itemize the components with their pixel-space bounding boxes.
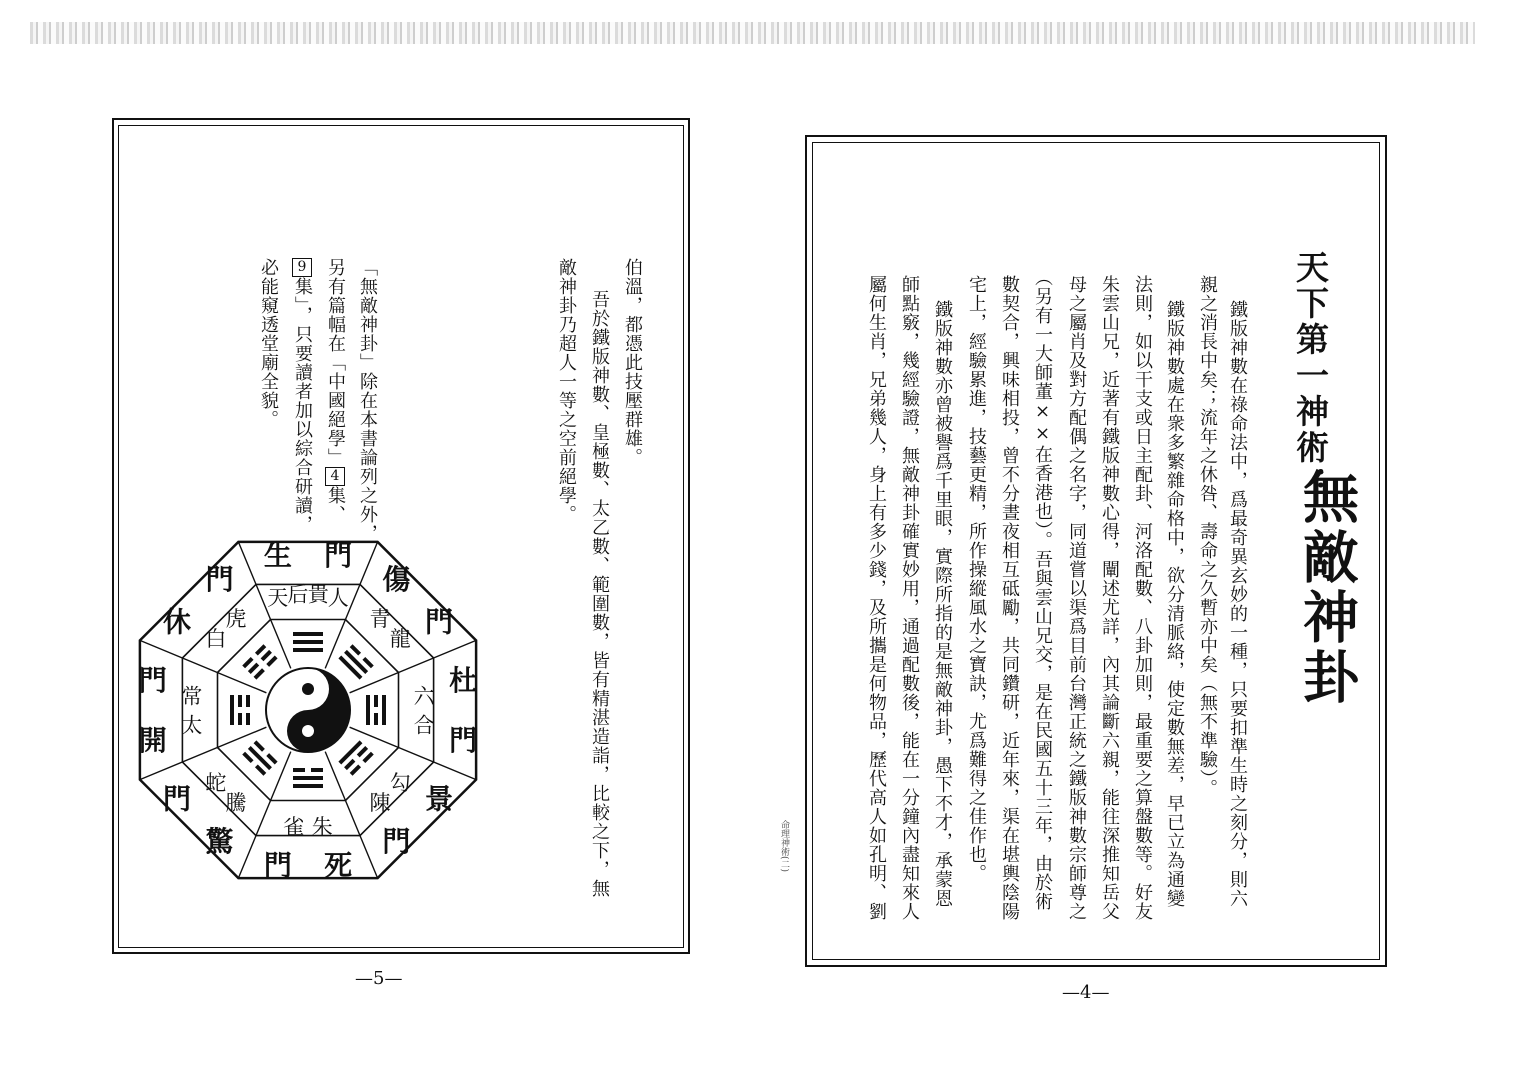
title-main: 無敵神卦 [1294, 468, 1360, 708]
trigram-icon [242, 644, 277, 679]
star-label: 人 [327, 586, 349, 610]
star-label: 騰 [225, 791, 247, 816]
star-label: 合 [413, 713, 435, 738]
star-label: 雀 [283, 815, 305, 840]
star-label: 天 [267, 586, 289, 610]
trigram-icon [338, 740, 373, 775]
star-label: 虎 [225, 606, 247, 631]
gate-label: 門 [449, 724, 478, 758]
trigram-icon [293, 632, 323, 652]
gate-label: 驚 [205, 825, 234, 858]
text-column: 宅上，經驗累進，技藝更精，所作操縱風水之寶訣，尤爲難得之佳作也。 [966, 275, 987, 883]
star-label: 貴 [307, 582, 329, 607]
text-column: 敵神卦乃超人一等之空前絕學。 [556, 258, 577, 524]
boxed-number: 4 [327, 468, 343, 485]
gate-label: 門 [205, 563, 234, 596]
text-column: 屬何生肖，兄弟幾人，身上有多少錢，及所攜是何物品，歷代高人如孔明、劉 [866, 275, 887, 921]
gate-label: 開 [138, 724, 167, 758]
margin-note: 命理神術(二) [779, 820, 789, 873]
note-column: 另有篇幅在「中國絕學」4集、 [325, 258, 346, 524]
text-column: 鐵版神數在祿命法中，爲最奇異玄妙的一種，只要扣準生時之刻分，則六 [1227, 300, 1248, 908]
star-label: 六 [413, 684, 435, 709]
gate-label: 生 [263, 538, 292, 572]
bagua-diagram [130, 510, 510, 900]
text-column: 鐵版神數處在衆多繁雜命格中，欲分清脈絡，使定數無差，早已立為通變 [1164, 300, 1185, 908]
star-label: 太 [181, 713, 203, 738]
star-label: 常 [181, 684, 203, 709]
trigram-icon [293, 768, 323, 788]
text-column: 朱雲山兄，近著有鐵版神數心得，闡述尤詳，內其論斷六親，能往深推知岳父 [1099, 275, 1120, 921]
gate-label: 傷 [382, 563, 411, 596]
text-column: 伯溫，都憑此技壓群雄。 [622, 258, 643, 467]
star-label: 白 [205, 627, 227, 651]
text-column: 吾於鐵版神數、皇極數、太乙數、範圍數，皆有精湛造詣，比較之下，無 [589, 290, 610, 898]
star-label: 勾 [389, 771, 411, 795]
gate-label: 門 [263, 849, 292, 883]
title-prefix: 天下第一神術： [1291, 250, 1330, 502]
scan-top-band [30, 22, 1475, 44]
gate-label: 門 [424, 605, 454, 639]
yin-yang-dot [302, 725, 314, 737]
text-column: （另有一大師董××在香港也）。吾與雲山兄交，是在民國五十三年，由於術 [1032, 268, 1053, 911]
page-number-left: —5— [355, 968, 403, 989]
star-label: 青 [369, 606, 391, 631]
star-label: 后 [287, 582, 309, 607]
gate-label: 景 [424, 782, 454, 816]
text-column: 數契合，興味相投，曾不分晝夜相互砥勵，共同鑽研，近年來，渠在堪輿陰陽 [999, 275, 1020, 921]
star-label: 朱 [311, 815, 333, 840]
gate-label: 休 [162, 605, 192, 639]
gate-label: 門 [162, 782, 192, 816]
trigram-icon [242, 740, 277, 775]
star-label: 陳 [369, 791, 391, 816]
note-column: 「無敵神卦」除在本書論列之外， [357, 258, 378, 543]
page-number-right: —4— [1062, 982, 1110, 1003]
text-column: 鐵版神數亦曾被譽爲千里眼，實際所指的是無敵神卦，愚下不才，承蒙恩 [932, 300, 953, 908]
trigram-icon [338, 644, 373, 679]
star-label: 蛇 [205, 771, 227, 795]
gate-label: 杜 [449, 663, 478, 697]
text-column: 母之屬肖及對方配偶之名字，同道嘗以渠爲目前台灣正統之鐵版神數宗師尊之 [1066, 275, 1087, 921]
note-column: 必能窺透堂廟全貌。 [258, 258, 279, 429]
text-column: 法則，如以干支或日主配卦、河洛配數、八卦加則，最重要之算盤數等。好友 [1132, 275, 1153, 921]
star-label: 龍 [389, 627, 411, 651]
yin-yang-dot [302, 683, 314, 695]
gate-label: 門 [324, 538, 353, 572]
trigram-icon [230, 695, 250, 725]
note-column: 9集」，只要讀者加以綜合研讀， [292, 259, 313, 534]
gate-label: 門 [138, 663, 167, 697]
trigram-icon [366, 695, 386, 725]
text-column: 師點竅，幾經驗證，無敵神卦確實妙用，通過配數後，能在一分鐘內盡知來人 [899, 275, 920, 921]
boxed-number: 9 [294, 259, 310, 276]
text-column: 親之消長中矣；流年之休咎、壽命之久暫亦中矣（無不準驗）。 [1197, 275, 1218, 798]
gate-label: 門 [382, 825, 411, 858]
gate-label: 死 [324, 849, 353, 883]
